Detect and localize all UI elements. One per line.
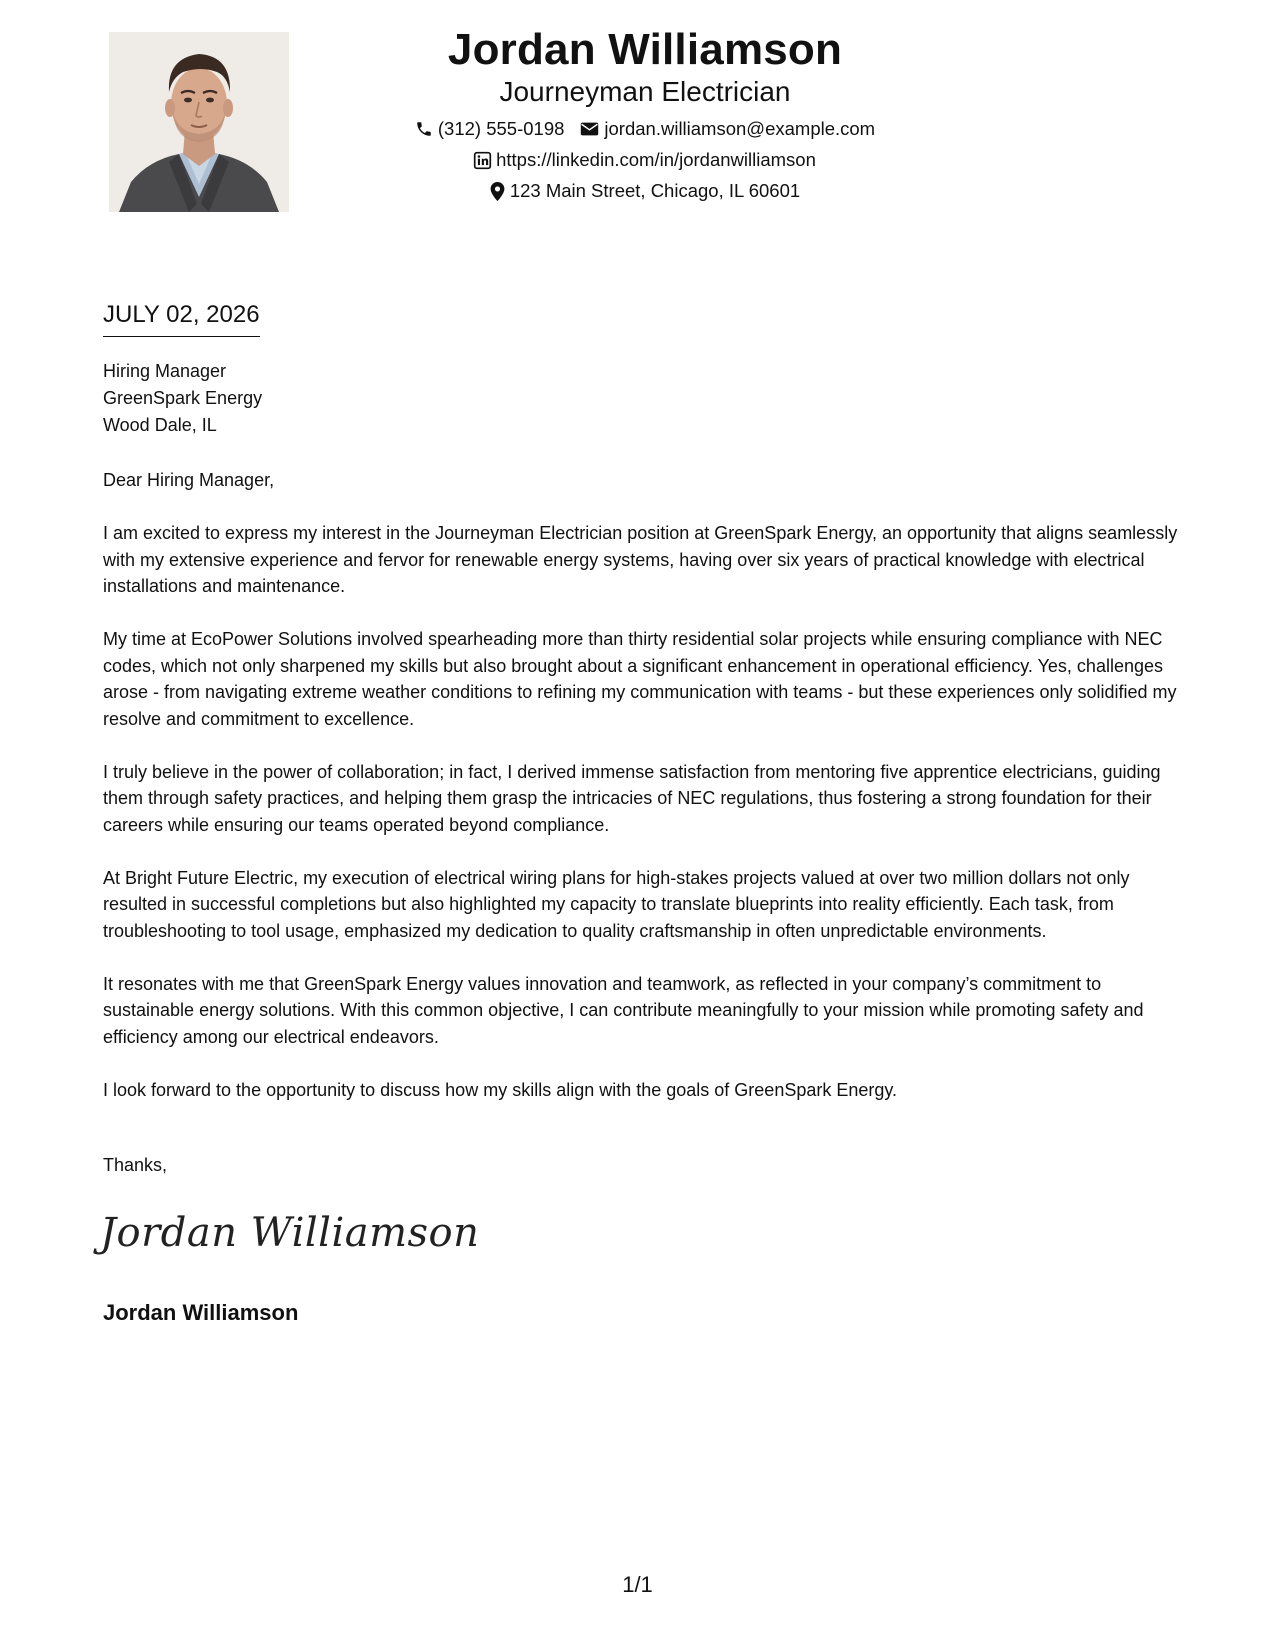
body-paragraph: It resonates with me that GreenSpark Energy values innovation and teamwork, as reflected in your company’s commitment to sustainable energy solutions. With this common objective, I can contribute meaningfully to your mission while promoting safety and efficiency among our electrical endeavors. bbox=[103, 973, 1144, 1047]
profile-photo-image bbox=[109, 32, 289, 212]
phone-icon bbox=[415, 120, 433, 138]
salutation: Dear Hiring Manager, bbox=[103, 470, 275, 490]
linkedin-icon bbox=[474, 152, 491, 169]
map-pin-icon bbox=[490, 182, 505, 201]
contact-row-address bbox=[330, 175, 960, 207]
contact-row-phone-email bbox=[330, 113, 960, 145]
phone-number: (312) 555-0198 bbox=[437, 118, 565, 139]
phone-contact[interactable] bbox=[415, 113, 565, 145]
page-number: 1/1 bbox=[622, 1572, 653, 1597]
address-contact bbox=[490, 175, 800, 207]
email-address: jordan.williamson@example.com bbox=[604, 118, 876, 139]
handwritten-signature: Jordan Williamson bbox=[100, 1210, 480, 1256]
body-paragraph: I look forward to the opportunity to discuss how my skills align with the goals of GreenSpark Energy. bbox=[103, 1079, 898, 1100]
recipient-block bbox=[103, 358, 262, 439]
profile-photo bbox=[109, 32, 289, 212]
street-address: 123 Main Street, Chicago, IL 60601 bbox=[509, 180, 801, 201]
signer-name: Jordan Williamson bbox=[103, 1300, 299, 1325]
body-paragraph: My time at EcoPower Solutions involved spearheading more than thirty residential solar projects while ensuring compliance with NEC codes, which not only sharpened my skills but also brought about a significant enhancement in operational efficiency. Yes, challenges arose - from navigating extreme weather conditions to refining my communication with teams - but these experiences only solidified my resolve and commitment to excellence. bbox=[103, 629, 1177, 729]
email-contact[interactable] bbox=[580, 113, 875, 145]
letter-date: JULY 02, 2026 bbox=[103, 298, 260, 337]
job-title: Journeyman Electrician bbox=[499, 76, 791, 107]
letter-body bbox=[103, 520, 1178, 1130]
recipient-title: Hiring Manager bbox=[103, 361, 227, 381]
applicant-name: Jordan Williamson bbox=[447, 25, 843, 74]
contact-row-linkedin bbox=[330, 144, 960, 176]
linkedin-contact[interactable] bbox=[474, 144, 816, 176]
recipient-company: GreenSpark Energy bbox=[103, 388, 263, 408]
body-paragraph: I truly believe in the power of collaboration; in fact, I derived immense satisfaction from mentoring five apprentice electricians, guiding them through safety practices, and helping them grasp the intricacies of NEC regulations, thus fostering a strong foundation for their careers while ensuring our teams operated beyond compliance. bbox=[103, 761, 1161, 835]
envelope-icon bbox=[580, 121, 599, 137]
linkedin-url: https://linkedin.com/in/jordanwilliamson bbox=[496, 149, 816, 170]
header bbox=[330, 22, 960, 207]
body-paragraph: I am excited to express my interest in the Journeyman Electrician position at GreenSpark Energy, an opportunity that aligns seamlessly with my extensive experience and fervor for renewable energy systems, having over six years of practical knowledge with electrical installations and maintenance. bbox=[103, 523, 1178, 596]
recipient-location: Wood Dale, IL bbox=[103, 415, 217, 435]
body-paragraph: At Bright Future Electric, my execution of electrical wiring plans for high-stakes projects valued at over two million dollars not only resulted in successful completions but also highlighted my capacity to translate blueprints into reality efficiently. Each task, from troubleshooting to tool usage, emphasized my dedication to quality craftsmanship in often unpredictable environments. bbox=[103, 867, 1130, 941]
closing-phrase: Thanks, bbox=[103, 1155, 168, 1175]
